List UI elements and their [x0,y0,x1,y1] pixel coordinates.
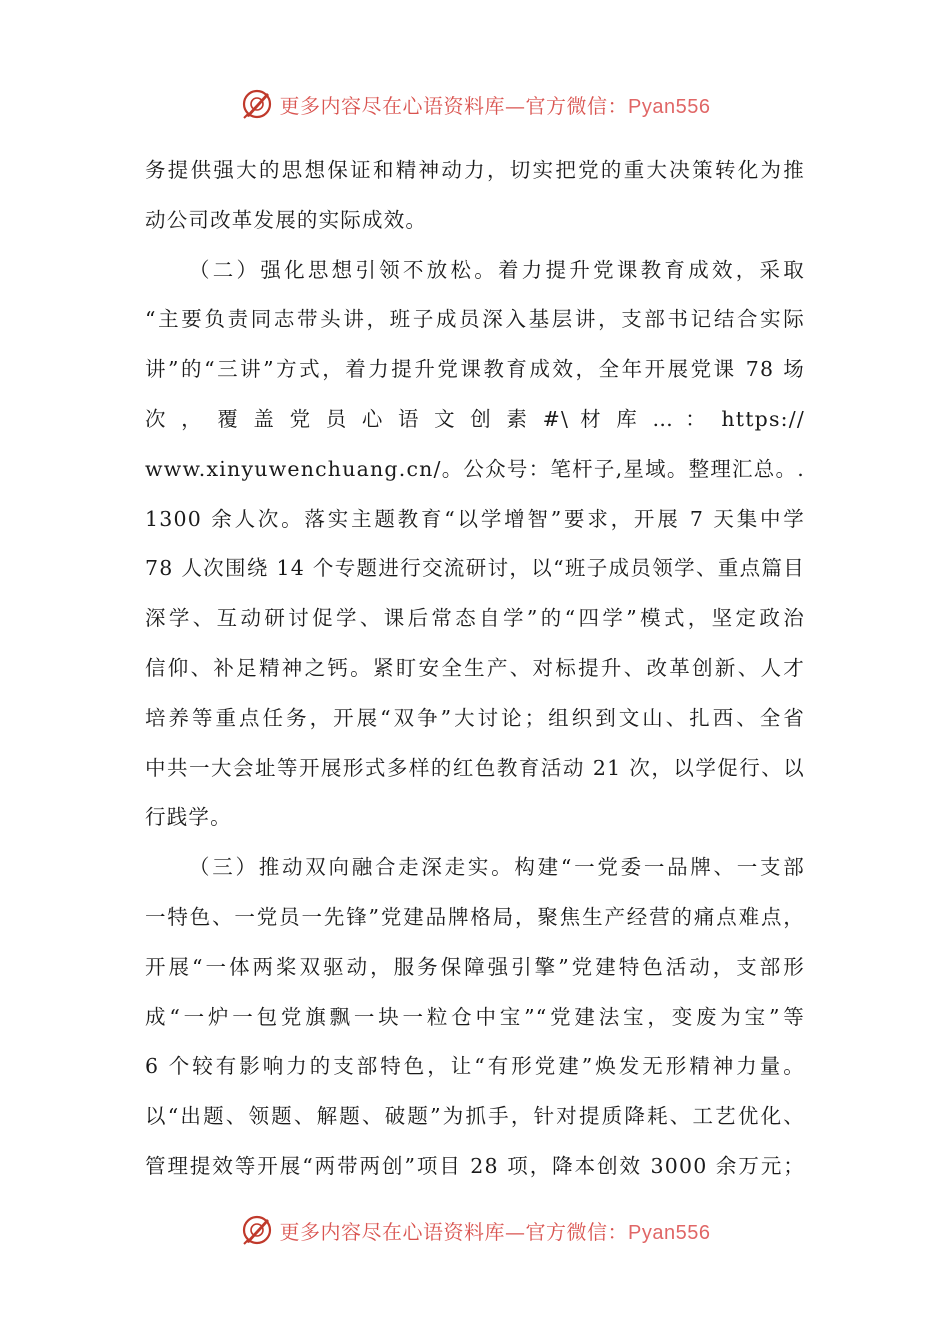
watermark-text [280,90,711,119]
text-line: 6 个较有影响力的支部特色，让“有形党建”焕发无形精神力量。 [145,1054,805,1079]
quill-seal-icon [240,87,274,121]
text-line: 信仰、补足精神之钙。紧盯安全生产、对标提升、改革创新、人才 [145,655,805,680]
text-line: 行践学。 [145,805,232,830]
text-line: 中共一大会址等开展形式多样的红色教育活动 21 次，以学促行、以 [145,755,805,780]
paragraph-heading-line: （二）强化思想引领不放松。着力提升党课教育成效，采取 [189,257,805,282]
text-line: 动公司改革发展的实际成效。 [145,207,428,232]
text-line: 以“出题、领题、解题、破题”为抓手，针对提质降耗、工艺优化、 [145,1104,805,1129]
text-line: 务提供强大的思想保证和精神动力，切实把党的重大决策转化为推 [145,158,805,182]
text-line: 培养等重点任务，开展“双争”大讨论；组织到文山、扎西、全省 [145,705,805,730]
text-line: www.xinyuwenchuang.cn/。公众号：笔杆子,星域。整理汇总。. [145,456,805,481]
text-line: 讲”的“三讲”方式，着力提升党课教育成效，全年开展党课 78 场 [145,357,805,382]
text-line: “主要负责同志带头讲，班子成员深入基层讲，支部书记结合实际 [145,307,805,332]
text-line: 成“一炉一包党旗飘一块一粒仓中宝”“党建法宝，变废为宝”等 [145,1004,805,1029]
text-line: 管理提效等开展“两带两创”项目 28 项，降本创效 3000 余万元； [145,1153,805,1178]
text-line: 一特色、一党员一先锋”党建品牌格局，聚焦生产经营的痛点难点， [145,904,805,929]
document-body [145,146,805,1192]
text-line: 开展“一体两桨双驱动，服务保障强引擎”党建特色活动，支部形 [145,954,805,979]
text-line: 1300 余人次。落实主题教育“以学增智”要求，开展 7 天集中学 [145,506,805,531]
watermark-text [280,1216,711,1245]
text-line: 次 ， 覆 盖 党 员 心 语 文 创 素 #\ 材 库 … ： https:// [145,406,805,431]
watermark-label: 更多内容尽在心语资料库—官方微信： [279,93,629,118]
header-watermark-banner [0,82,950,126]
watermark-label: 更多内容尽在心语资料库—官方微信： [279,1219,629,1244]
text-line: 78 人次围绕 14 个专题进行交流研讨，以“班子成员领学、重点篇目 [145,556,805,581]
paragraph-heading-line: （三）推动双向融合走深走实。构建“一党委一品牌、一支部 [189,855,805,880]
text-line: 深学、互动研讨促学、课后常态自学”的“四学”模式，坚定政治 [145,606,805,631]
wechat-id: Pyan556 [628,95,711,118]
quill-seal-icon [240,1213,274,1247]
footer-watermark-banner [0,1208,950,1252]
wechat-id: Pyan556 [628,1221,711,1244]
